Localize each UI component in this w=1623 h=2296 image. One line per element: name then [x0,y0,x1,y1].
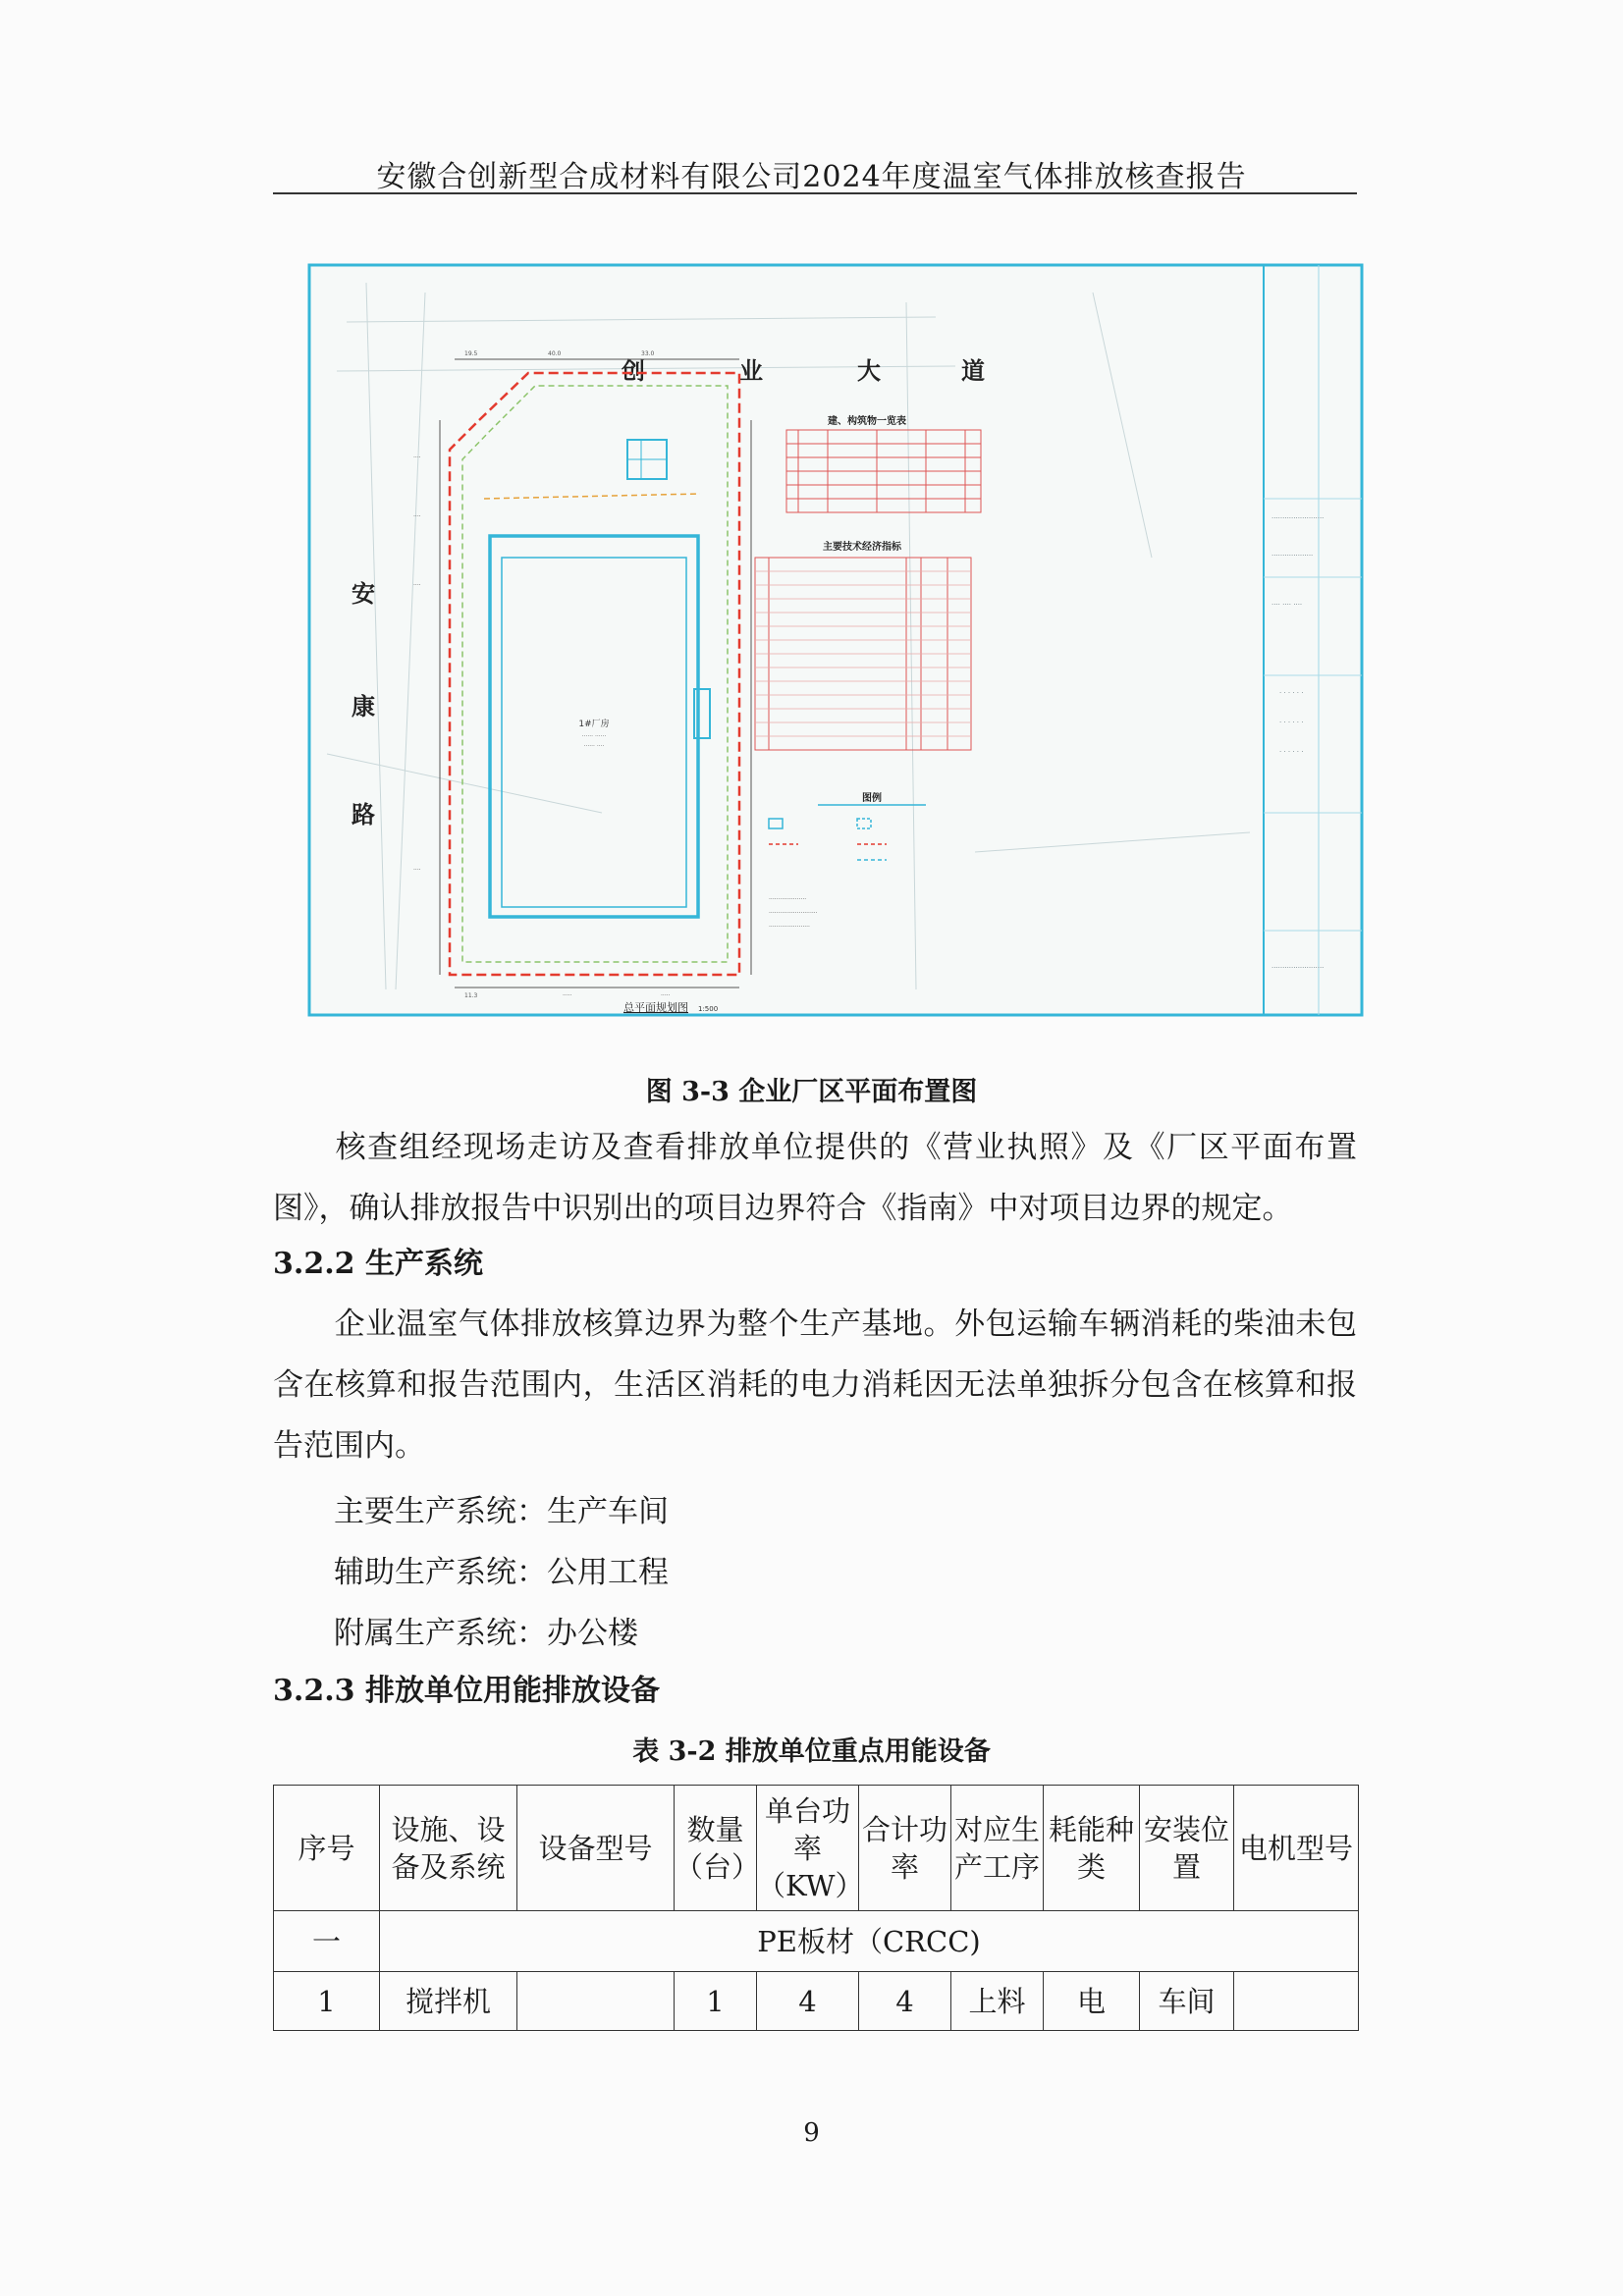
road-top-char-2: 业 [739,356,763,385]
header-seq: 序号 [274,1786,380,1911]
cell-energy: 电 [1044,1972,1140,2031]
cell-facility: 搅拌机 [380,1972,517,2031]
svg-text:19.5: 19.5 [464,350,478,357]
page-number: 9 [803,2118,820,2148]
legend-title: 图例 [862,793,882,804]
cell-seq: 1 [274,1972,380,2031]
svg-text:· · · · · ·: · · · · · · [1279,719,1304,726]
svg-text:························: ························ [1271,514,1325,522]
header-facility: 设施、设备及系统 [380,1786,517,1911]
cell-power: 4 [757,1972,859,2031]
road-left-char-2: 康 [352,692,375,721]
svg-text:··························: ·························· [769,910,818,917]
building-label: 1#厂房 [578,720,610,729]
road-top-char-1: 创 [622,356,645,385]
header-motor: 电机型号 [1234,1786,1359,1911]
svg-text:······················: ······················ [769,924,810,931]
header-location: 安装位置 [1140,1786,1234,1911]
group-seq: 一 [274,1911,380,1972]
paragraph-boundary-text: 核查组经现场走访及查看排放单位提供的《营业执照》及《厂区平面布置图》，确认排放报告中识别出的项目边界符合《指南》中对项目边界的规定。 [273,1130,1357,1226]
svg-text:· · · · · ·: · · · · · · [1279,689,1304,697]
cell-total: 4 [859,1972,951,2031]
system-ancillary: 附属生产系统：办公楼 [334,1616,638,1651]
svg-text:···················: ··················· [1271,552,1314,560]
plan-scale: 1:500 [698,1005,719,1013]
equipment-table [273,1785,1359,2031]
table-caption: 表 3-2 排放单位重点用能设备 [632,1736,991,1767]
svg-text:························: ························ [1271,964,1325,972]
table-row [274,1972,1359,2031]
svg-text:······ ····: ······ ···· [583,743,605,750]
table-header-row [274,1786,1359,1911]
svg-text:·····: ····· [563,992,572,999]
svg-text:····: ···· [413,867,421,874]
svg-text:····: ···· [413,454,421,461]
header-qty: 数量（台） [675,1786,757,1911]
system-main: 主要生产系统：生产车间 [334,1494,669,1529]
section-heading-323: 3.2.3 排放单位用能排放设备 [273,1674,660,1708]
svg-text:····: ···· [413,582,421,589]
header-model: 设备型号 [517,1786,675,1911]
table1-title: 建、构筑物一览表 [828,416,906,427]
paragraph-production [273,1294,1357,1476]
group-name: PE板材（CRCC) [380,1911,1359,1972]
table-group-row [274,1911,1359,1972]
svg-text:11.3: 11.3 [464,992,478,999]
site-plan-drawing [307,263,1364,1017]
section-heading-322: 3.2.2 生产系统 [273,1247,483,1281]
svg-text:····: ···· [413,513,421,520]
header-power: 单台功率（KW） [757,1786,859,1911]
road-left-char-1: 安 [352,579,375,608]
header-rule [273,192,1357,194]
system-auxiliary: 辅助生产系统：公用工程 [334,1555,669,1590]
svg-text:40.0: 40.0 [548,350,562,357]
road-top-char-3: 大 [857,356,881,385]
plan-title: 总平面规划图 [623,1001,688,1014]
header-total: 合计功率 [859,1786,951,1911]
header-energy: 耗能种类 [1044,1786,1140,1911]
svg-text:· · · · · ·: · · · · · · [1279,748,1304,756]
cell-qty: 1 [675,1972,757,2031]
cell-model [517,1972,675,2031]
road-left-char-3: 路 [352,800,375,828]
cell-process: 上料 [951,1972,1044,2031]
paragraph-boundary [273,1117,1357,1239]
svg-text:······ ······: ······ ······ [581,733,607,740]
paragraph-production-text: 企业温室气体排放核算边界为整个生产基地。外包运输车辆消耗的柴油未包含在核算和报告范围内，生活区消耗的电力消耗因无法单独拆分包含在核算和报告范围内。 [273,1307,1357,1464]
page-header: 安徽合创新型合成材料有限公司2024年度温室气体排放核查报告 [376,160,1247,194]
figure-caption: 图 3-3 企业厂区平面布置图 [645,1077,978,1107]
road-top-char-4: 道 [961,356,985,385]
header-process: 对应生产工序 [951,1786,1044,1911]
cell-motor [1234,1972,1359,2031]
table2-title: 主要技术经济指标 [823,542,901,553]
svg-text:33.0: 33.0 [641,350,655,357]
site-plan-figure [307,263,1364,1017]
svg-text:···· ···· ····: ···· ···· ···· [1271,601,1303,609]
cell-location: 车间 [1140,1972,1234,2031]
svg-text:·····: ····· [661,992,671,999]
svg-text:····················: ···················· [769,896,807,903]
